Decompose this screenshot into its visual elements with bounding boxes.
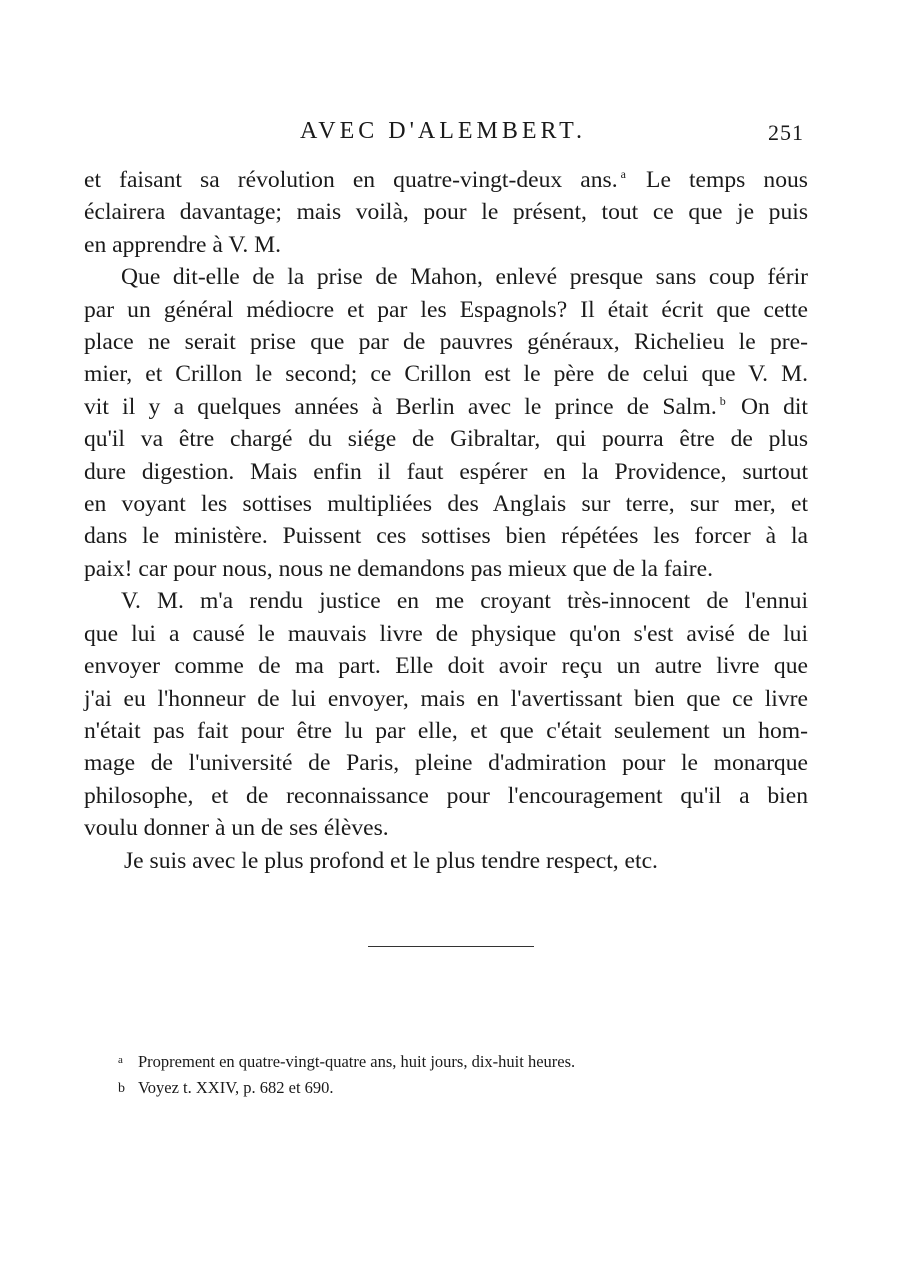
text-line: envoyer comme de ma part. Elle doit avoir reçu un autre livre que [84, 653, 808, 680]
text-line: que lui a causé le mauvais livre de physique qu'on s'est avisé de lui [84, 620, 808, 647]
paragraph-2 [84, 261, 808, 585]
text-line [84, 391, 808, 423]
paragraph-3 [84, 585, 808, 844]
closing-paragraph [84, 845, 808, 877]
text-line: mage de l'université de Paris, pleine d'admiration pour le monarque [84, 750, 808, 777]
text-line: en apprendre à V. M. [84, 231, 281, 258]
footnote-text: Voyez t. XXIV, p. 682 et 690. [138, 1078, 334, 1097]
footnote-ref-b[interactable]: b [719, 393, 726, 408]
text-line [84, 164, 808, 196]
text-line: dans le ministère. Puissent ces sottises bien répétées les forcer à la [84, 523, 808, 550]
body-text [84, 164, 808, 877]
footnotes [118, 1047, 758, 1102]
text-line-part: vit il y a quelques années à Berlin avec le prince de Salm. [84, 393, 717, 420]
text-line: paix! car pour nous, nous ne demandons pas mieux que de la faire. [84, 555, 713, 582]
text-line: n'était pas fait pour être lu par elle, et que c'était seulement un hom- [84, 717, 808, 744]
text-line-part: et faisant sa révolution en quatre-vingt-deux ans. [84, 167, 618, 193]
section-divider [368, 946, 534, 947]
text-line: dure digestion. Mais enfin il faut espérer en la Providence, surtout [84, 458, 808, 485]
text-line: philosophe, et de reconnaissance pour l'encouragement qu'il a bien [84, 782, 808, 809]
footnote-ref-a[interactable]: a [620, 167, 626, 181]
text-line-part: Le temps nous [646, 167, 808, 193]
footnote-a [118, 1047, 758, 1075]
running-title: AVEC D'ALEMBERT. [300, 118, 586, 144]
footnote-text: Proprement en quatre-vingt-quatre ans, huit jours, dix-huit heures. [138, 1052, 576, 1071]
running-head [0, 118, 900, 148]
text-line: Que dit-elle de la prise de Mahon, enlevé presque sans coup férir [121, 264, 808, 291]
text-line: en voyant les sottises multipliées des Anglais sur terre, sur mer, et [84, 491, 808, 518]
text-line: place ne serait prise que par de pauvres généraux, Richelieu le pre- [84, 329, 808, 356]
paragraph-1 [84, 164, 808, 261]
footnote-b [118, 1075, 758, 1102]
page-number: 251 [768, 120, 804, 145]
text-line: éclairera davantage; mais voilà, pour le présent, tout ce que je puis [84, 199, 808, 226]
text-line: mier, et Crillon le second; ce Crillon est le père de celui que V. M. [84, 361, 808, 388]
footnote-mark: b [118, 1081, 125, 1096]
text-line-part: On dit [740, 393, 808, 420]
text-line: voulu donner à un de ses élèves. [84, 815, 389, 842]
text-line: j'ai eu l'honneur de lui envoyer, mais en l'avertissant bien que ce livre [84, 685, 808, 712]
text-line: par un général médiocre et par les Espagnols? Il était écrit que cette [84, 296, 808, 323]
text-line: qu'il va être chargé du siége de Gibraltar, qui pourra être de plus [84, 426, 808, 453]
text-line: Je suis avec le plus profond et le plus tendre respect, etc. [124, 847, 658, 874]
footnote-mark: a [118, 1054, 123, 1066]
text-line: V. M. m'a rendu justice en me croyant très-innocent de l'ennui [121, 588, 808, 615]
